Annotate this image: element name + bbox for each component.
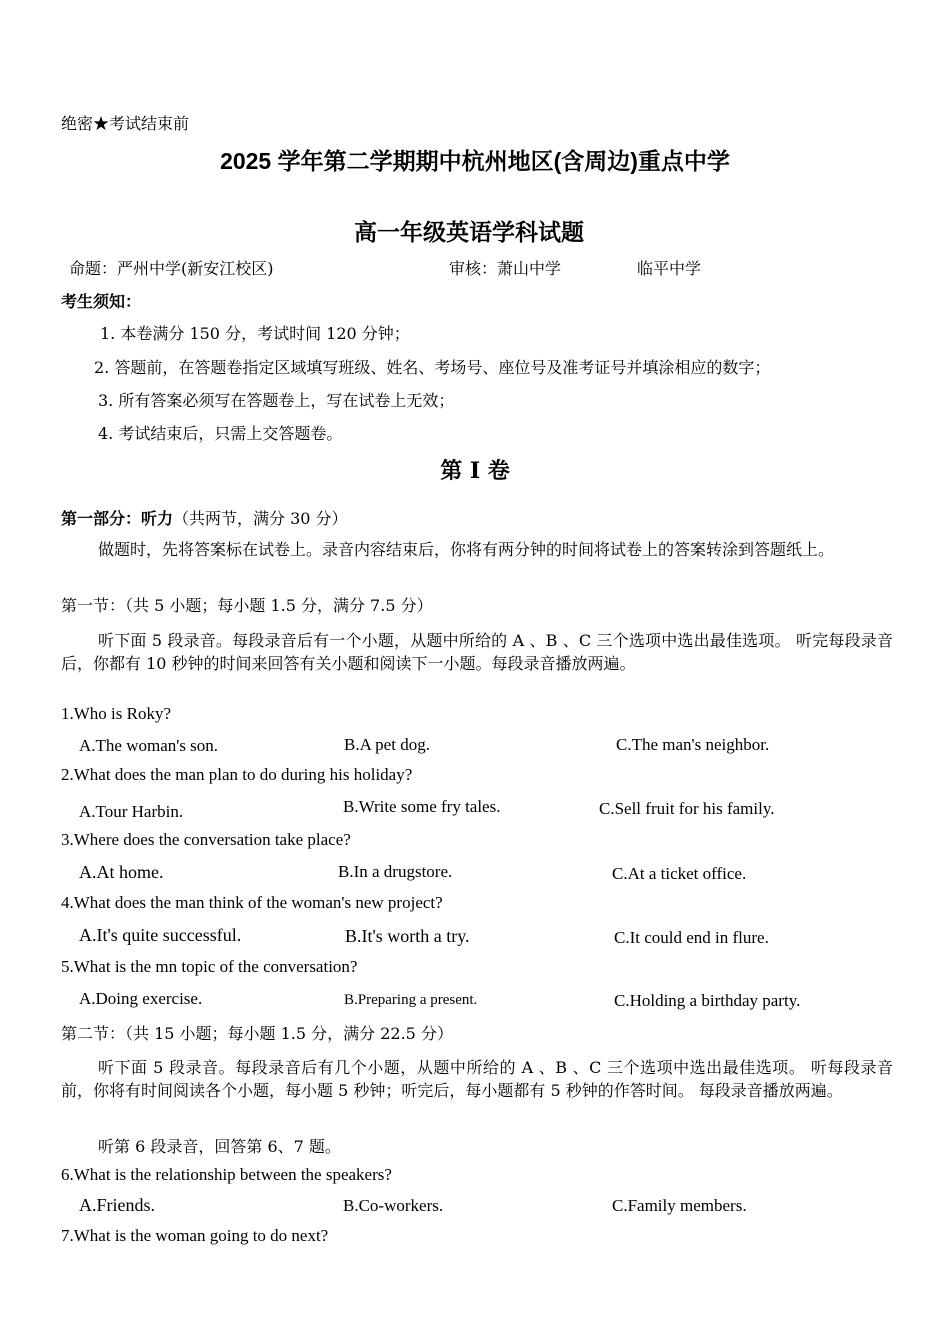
option-c: C.Holding a birthday party. — [614, 991, 801, 1010]
option-c: C.At a ticket office. — [612, 864, 747, 883]
notice-item: 4. 考试结束后，只需上交答题卷。 — [98, 424, 343, 443]
confidential-label: 绝密★考试结束前 — [61, 114, 190, 133]
question-stem: 5.What is the mn topic of the conversation? — [61, 957, 358, 976]
question-stem: 6.What is the relationship between the speakers? — [61, 1165, 392, 1184]
notice-item: 1. 本卷满分 150 分，考试时间 120 分钟； — [100, 324, 410, 343]
part1-heading-note: （共两节，满分 30 分） — [173, 509, 348, 528]
question-stem: 2.What does the man plan to do during his holiday? — [61, 765, 413, 784]
option-b: B.In a drugstore. — [338, 862, 453, 881]
question-stem: 4.What does the man think of the woman's new project? — [61, 893, 443, 912]
notice-item: 3. 所有答案必须写在答题卷上，写在试卷上无效； — [98, 391, 455, 410]
option-b: B.Preparing a present. — [344, 992, 478, 1008]
volume-title: 第 I 卷 — [440, 458, 510, 484]
section2-instructions: 听下面 5 段录音。每段录音后有几个小题，从题中所给的 A 、B 、C 三个选项中选出最佳选项。 听每段录音前，你将有时间阅读各个小题，每小题 5 秒钟；听完后，每小题都有 5 秒钟的作答时间。 每段录音播放两遍。 — [61, 1058, 893, 1100]
reviewer-line: 审核：萧山中学 — [449, 259, 562, 278]
section2-heading: 第二节：（共 15 小题；每小题 1.5 分，满分 22.5 分） — [61, 1024, 453, 1043]
part1-intro: 做题时，先将答案标在试卷上。录音内容结束后，你将有两分钟的时间将试卷上的答案转涂到答题纸上。 — [98, 540, 835, 559]
question-stem: 3.Where does the conversation take place? — [61, 830, 351, 849]
option-c: C.The man's neighbor. — [616, 735, 770, 754]
passage6-instruction: 听第 6 段录音，回答第 6、7 题。 — [98, 1137, 341, 1156]
reviewer-line-2: 临平中学 — [637, 259, 702, 278]
exam-title: 2025 学年第二学期期中杭州地区(含周边)重点中学 — [220, 148, 730, 174]
option-a: A.Tour Harbin. — [79, 802, 184, 821]
author-line: 命题：严州中学(新安江校区) — [69, 259, 274, 278]
section1-heading: 第一节：（共 5 小题；每小题 1.5 分，满分 7.5 分） — [61, 596, 433, 615]
part1-heading-line — [61, 506, 348, 529]
question-stem: 7.What is the woman going to do next? — [61, 1226, 329, 1245]
option-a: A.Friends. — [79, 1195, 155, 1215]
option-c: C.It could end in flure. — [614, 928, 769, 947]
question-stem: 1.Who is Roky? — [61, 704, 172, 723]
option-a: A.Doing exercise. — [79, 989, 203, 1008]
notice-item: 2. 答题前，在答题卷指定区域填写班级、姓名、考场号、座位号及准考证号并填涂相应的数字； — [94, 358, 771, 377]
option-c: C.Family members. — [612, 1196, 747, 1215]
option-a: A.It's quite successful. — [79, 925, 242, 945]
option-b: B.Co-workers. — [343, 1196, 444, 1215]
option-b: B.Write some fry tales. — [343, 797, 501, 816]
notice-heading: 考生须知： — [61, 294, 142, 311]
section1-instructions: 听下面 5 段录音。每段录音后有一个小题，从题中所给的 A 、B 、C 三个选项中选出最佳选项。 听完每段录音后，你都有 10 秒钟的时间来回答有关小题和阅读下一小题。每段录音播放两遍。 — [61, 631, 893, 673]
option-c: C.Sell fruit for his family. — [599, 799, 775, 818]
option-b: B.It's worth a try. — [345, 926, 470, 946]
option-b: B.A pet dog. — [344, 735, 430, 754]
option-a: A.At home. — [79, 862, 164, 882]
part1-heading: 第一部分：听力 — [61, 509, 174, 528]
option-a: A.The woman's son. — [79, 736, 219, 755]
exam-subtitle: 高一年级英语学科试题 — [354, 219, 584, 245]
